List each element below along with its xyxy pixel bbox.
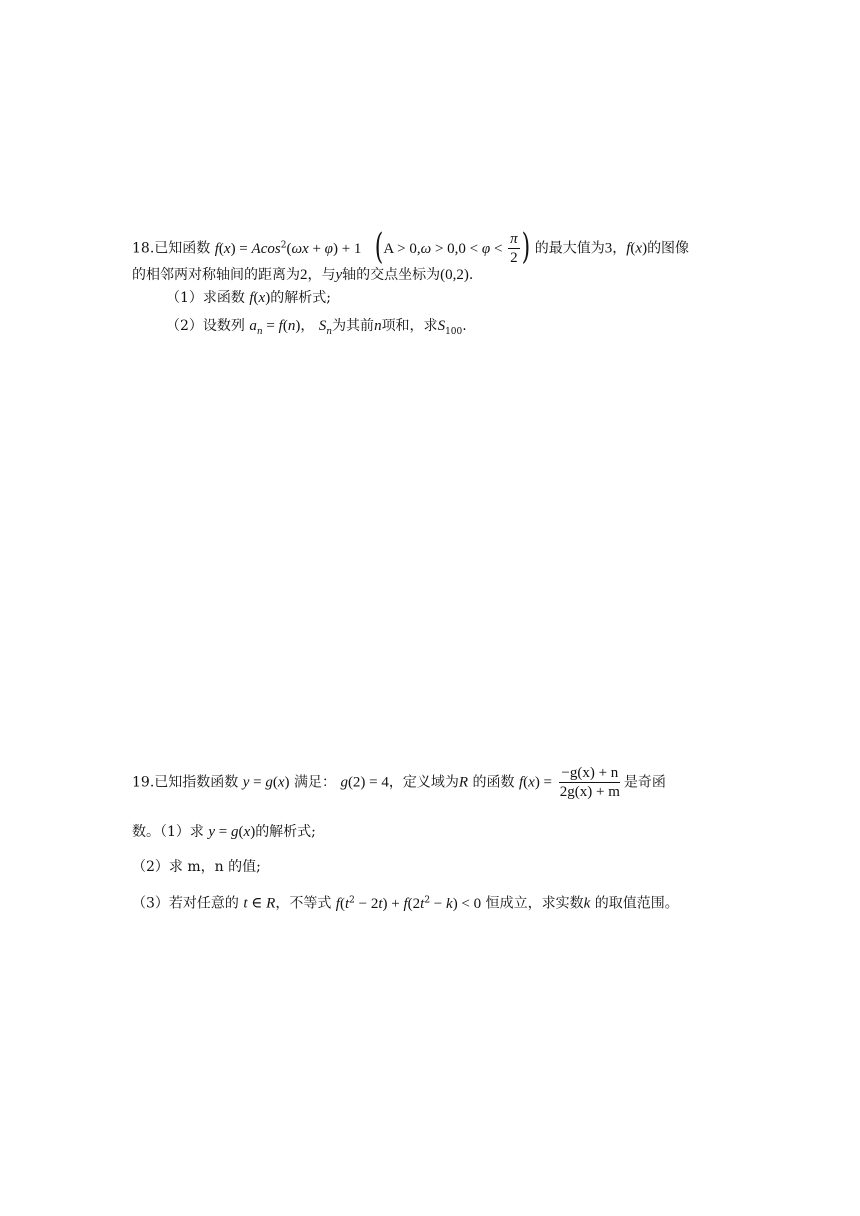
q18-part2-label: （2）设数列 [166,318,245,334]
q18-part2-mid2: 项和，求 [381,318,438,334]
q19-fn-text: 的函数 [472,774,515,791]
q18-intercept: (0,2) [440,267,469,283]
q18-part1-suffix: 的解析式; [270,290,331,306]
q18-intercept-text: 轴的交点坐标为 [342,267,441,283]
q19-part3-suffix: 的取值范围。 [594,895,679,912]
q18-fx-formula: f(x) = Acos$^2$(ωx + φ) + 1 [214,239,362,257]
q19-fx-def: f(x) = [518,774,556,791]
q19-part2 [132,857,261,877]
q19-inequality: $f(t^2 - 2t) + f(2t^2 - k) < 0$ [335,895,482,912]
q19-fx-fraction [558,764,622,801]
q19-domain-text: ，定义域为 [388,774,459,791]
q19-part1-label: 数。（1）求 [132,824,204,840]
q19-condition: g(2) = 4 [340,774,389,791]
q18-fx-inline: f(x) [626,240,648,257]
q19-part3-label: （3）若对任意的 [132,895,239,912]
q18-graph-text: 的图像 [647,240,690,257]
q18-sn: $S_n$ [318,318,333,337]
q19-intro: 19.已知指数函数 [132,774,239,791]
q19-part2-text: （2）求 m，n 的值; [132,859,261,875]
q18-part1-fx: f(x) [249,290,271,306]
q18-y-var: y [335,267,343,283]
q18-intro: 18.已知函数 [132,240,211,257]
q19-satisfy-text: 满足： [293,774,336,791]
q18-max-text: 的最大值为 [534,240,605,257]
q18-part1 [166,288,331,308]
q18-target: $S_{100}$ [437,318,463,337]
q18-part2: （2）设数列 $a_n = f(n)$， $S_n$为其前n项和，求$S_{100}$. [166,318,467,337]
q18-an-def: $a_n = f(n)$ [249,318,301,337]
q19-part3-mid: ，不等式 [275,895,332,912]
q19-part3-cond: t ∈ R [243,895,276,912]
q18-distance-text: 的相邻两对称轴间的距离为 [132,267,300,283]
q19-part1-gx: y = g(x) [208,824,256,840]
q19-fx-den: 2g(x) + m [559,784,620,800]
q19-gx-def: y = g(x) [242,774,290,791]
q18-n-var: n [374,318,382,334]
q19-part3 [132,890,679,914]
q18-part1-label: （1）求函数 [166,290,245,306]
q19-part1-suffix: 的解析式; [255,824,316,840]
q19-k-var: k [583,895,591,912]
q19-odd-text: 是奇函 [623,774,666,791]
q19-part3-mid2: 恒成立，求实数 [485,895,584,912]
q18-condition: (A > 0,ω > 0,0 < φ < $\frac{\pi}{2}$ ) [374,227,531,268]
q18-line1: 18.已知函数 f(x) = Acos$^2$(ωx + φ) + 1 (A > 0,ω > 0,0 < φ < $\frac{\pi}{2}$ ) 的最大值为3，f(x)的图像 [132,227,690,268]
q18-line2: 的相邻两对称轴间的距离为2，与y轴的交点坐标为(0,2). [132,267,474,283]
q18-part2-mid: 为其前 [332,318,375,334]
q18-comma-text: ，与 [307,267,336,283]
q19-line1 [132,764,666,801]
q18-distance: 2 [300,267,308,283]
q19-fx-num: −g(x) + n [561,765,619,781]
q19-domain-var: R [458,774,469,791]
q18-max-value: 3 [604,240,613,257]
q19-line2 [132,822,316,842]
